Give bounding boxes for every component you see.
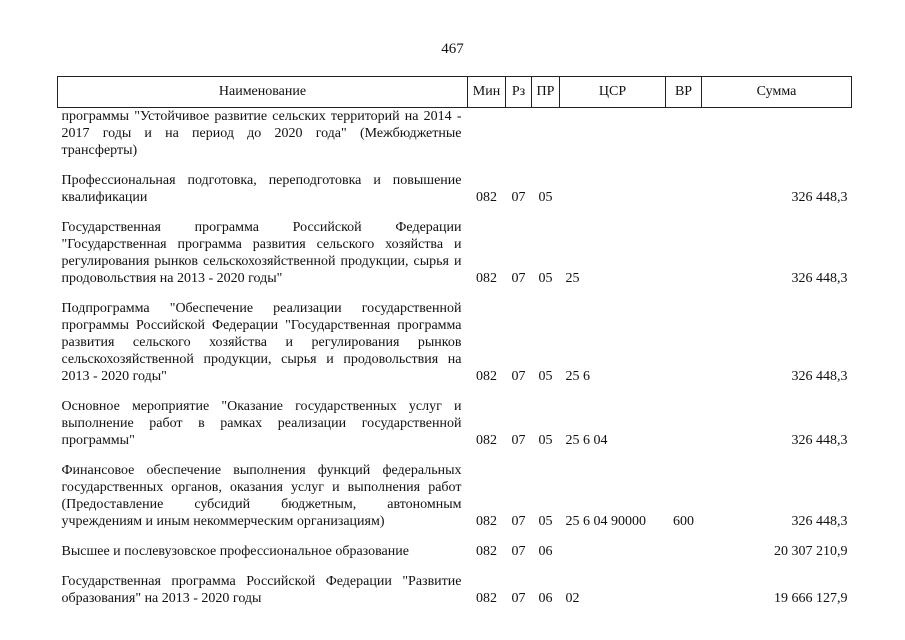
row-spacer — [58, 530, 852, 543]
column-header-csr: ЦСР — [560, 77, 666, 108]
row-pr: 05 — [538, 514, 553, 529]
row-spacer — [58, 206, 852, 219]
row-vr: 600 — [673, 514, 694, 529]
table-body — [58, 108, 852, 608]
row-pr: 06 — [538, 591, 553, 606]
row-min: 082 — [476, 433, 497, 448]
row-sum: 326 448,3 — [791, 190, 848, 205]
row-rz: 07 — [511, 271, 526, 286]
row-pr — [532, 108, 560, 160]
row-name: программы "Устойчивое развитие сельских территорий на 2014 - 2017 годы и на период до 2020 года" (Межбюджетные трансферты) — [61, 109, 462, 158]
table-row — [58, 172, 852, 206]
row-vr — [666, 172, 702, 206]
row-min — [468, 108, 506, 160]
table-row — [58, 398, 852, 449]
row-pr: 05 — [538, 271, 553, 286]
row-name: Высшее и послевузовское профессиональное образование — [61, 544, 409, 559]
row-sum: 20 307 210,9 — [774, 544, 848, 559]
row-csr — [560, 543, 666, 560]
row-rz: 07 — [511, 544, 526, 559]
column-header-min: Мин — [468, 77, 506, 108]
row-name: Государственная программа Российской Федерации "Развитие образования" на 2013 - 2020 годы — [61, 574, 462, 606]
row-rz — [506, 108, 532, 160]
row-min: 082 — [476, 514, 497, 529]
row-csr: 02 — [565, 591, 580, 606]
column-header-name: Наименование — [58, 77, 468, 108]
row-min: 082 — [476, 369, 497, 384]
row-rz: 07 — [511, 514, 526, 529]
row-csr: 25 6 04 90000 — [565, 514, 646, 529]
page-number: 467 — [441, 41, 464, 57]
row-spacer — [58, 449, 852, 462]
row-vr — [666, 398, 702, 449]
row-vr — [666, 543, 702, 560]
row-sum: 19 666 127,9 — [774, 591, 848, 606]
row-csr — [560, 172, 666, 206]
table-row — [58, 300, 852, 385]
table-row — [58, 573, 852, 607]
column-header-pr: ПР — [532, 77, 560, 108]
row-pr: 05 — [538, 369, 553, 384]
row-min: 082 — [476, 271, 497, 286]
row-min: 082 — [476, 190, 497, 205]
row-sum: 326 448,3 — [791, 369, 848, 384]
table-row — [58, 219, 852, 287]
column-header-sum: Сумма — [702, 77, 852, 108]
row-sum: 326 448,3 — [791, 433, 848, 448]
row-rz: 07 — [511, 190, 526, 205]
row-spacer — [58, 287, 852, 300]
row-rz: 07 — [511, 369, 526, 384]
row-spacer — [58, 385, 852, 398]
column-header-vr: ВР — [666, 77, 702, 108]
row-name: Подпрограмма "Обеспечение реализации государственной программы Российской Федерации "Государственная программа развития сельского хозяйства и регулирования рынков сельскохозяйственной продукции, сырья и продовольствия на 2013 - 2020 годы" — [61, 301, 462, 384]
row-csr: 25 6 04 — [565, 433, 608, 448]
row-rz: 07 — [511, 433, 526, 448]
table-row — [58, 462, 852, 530]
budget-table — [57, 76, 852, 607]
row-spacer — [58, 159, 852, 172]
row-vr — [666, 300, 702, 385]
row-vr — [666, 108, 702, 160]
row-sum: 326 448,3 — [791, 514, 848, 529]
row-name: Основное мероприятие "Оказание государственных услуг и выполнение работ в рамках реализации государственной программы" — [61, 399, 462, 448]
row-name: Финансовое обеспечение выполнения функций федеральных государственных органов, оказания услуг и выполнения работ (Предоставление субсидий бюджетным, автономным учреждениям и иным некоммерческим организациям) — [61, 463, 462, 529]
row-pr: 06 — [538, 544, 553, 559]
row-sum — [702, 108, 852, 160]
row-csr: 25 6 — [565, 369, 590, 384]
row-rz: 07 — [511, 591, 526, 606]
row-csr — [560, 108, 666, 160]
row-spacer — [58, 560, 852, 573]
row-min: 082 — [476, 591, 497, 606]
table-row — [58, 108, 852, 160]
row-name: Профессиональная подготовка, переподготовка и повышение квалификации — [61, 173, 462, 205]
row-vr — [666, 573, 702, 607]
table-row — [58, 543, 852, 560]
row-csr: 25 — [565, 271, 580, 286]
column-header-rz: Рз — [506, 77, 532, 108]
row-vr — [666, 219, 702, 287]
row-min: 082 — [476, 544, 497, 559]
row-sum: 326 448,3 — [791, 271, 848, 286]
row-pr: 05 — [538, 190, 553, 205]
row-pr: 05 — [538, 433, 553, 448]
table-header — [58, 77, 852, 108]
row-name: Государственная программа Российской Федерации "Государственная программа развития сельского хозяйства и регулирования рынков сельскохозяйственной продукции, сырья и продовольствия на 2013 - 2020 годы" — [61, 220, 462, 286]
